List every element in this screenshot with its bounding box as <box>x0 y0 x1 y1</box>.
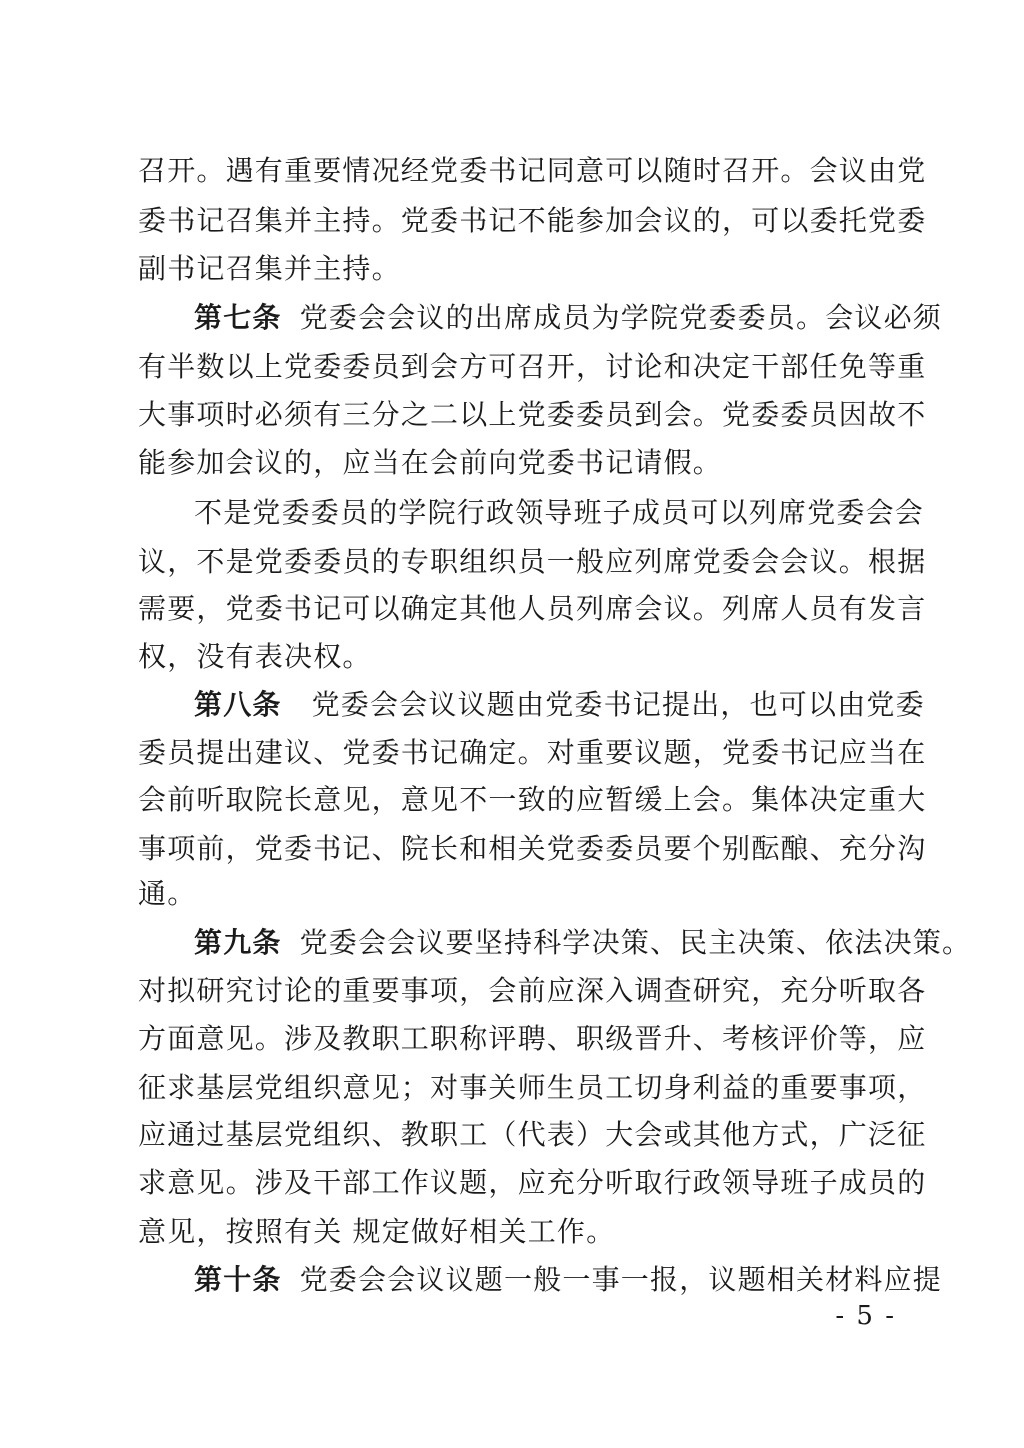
body-line: 党委会会议要坚持科学决策、民主决策、依法决策。 <box>299 926 972 959</box>
body-line: 副书记召集并主持。 <box>138 252 401 285</box>
body-line: 需要，党委书记可以确定其他人员列席会议。列席人员有发言 <box>138 592 927 625</box>
article-10-heading: 第十条 <box>194 1263 282 1296</box>
body-line: 议，不是党委委员的专职组织员一般应列席党委会会议。根据 <box>138 545 927 578</box>
body-line: 党委会会议的出席成员为学院党委委员。会议必须 <box>299 301 943 334</box>
body-line: 通。 <box>138 877 197 910</box>
body-line: 应通过基层党组织、教职工（代表）大会或其他方式，广泛征 <box>138 1118 927 1151</box>
page-number: - 5 - <box>835 1301 896 1331</box>
article-7-heading: 第七条 <box>194 301 282 334</box>
article-8-paragraph <box>194 685 925 725</box>
body-line: 大事项时必须有三分之二以上党委委员到会。党委委员因故不 <box>138 398 927 431</box>
body-line: 方面意见。涉及教职工职称评聘、职级晋升、考核评价等，应 <box>138 1022 927 1055</box>
body-line: 委书记召集并主持。党委书记不能参加会议的，可以委托党委 <box>138 204 927 237</box>
body-line: 事项前，党委书记、院长和相关党委委员要个别酝酿、充分沟 <box>138 832 927 865</box>
body-line: 求意见。涉及干部工作议题，应充分听取行政领导班子成员的 <box>138 1166 927 1199</box>
body-line: 召开。遇有重要情况经党委书记同意可以随时召开。会议由党 <box>138 154 927 187</box>
body-line: 党委会会议议题由党委书记提出，也可以由党委 <box>311 688 925 721</box>
article-9-paragraph <box>194 923 972 963</box>
article-8-heading: 第八条 <box>194 688 282 721</box>
article-9-heading: 第九条 <box>194 926 282 959</box>
body-line: 意见，按照有关 规定做好相关工作。 <box>138 1215 616 1248</box>
body-line: 会前听取院长意见，意见不一致的应暂缓上会。集体决定重大 <box>138 783 927 816</box>
body-line: 党委会会议议题一般一事一报，议题相关材料应提 <box>299 1263 943 1296</box>
body-line: 对拟研究讨论的重要事项，会前应深入调查研究，充分听取各 <box>138 974 927 1007</box>
article-10-paragraph <box>194 1260 943 1300</box>
body-line: 有半数以上党委委员到会方可召开，讨论和决定干部任免等重 <box>138 350 927 383</box>
body-line: 征求基层党组织意见；对事关师生员工切身利益的重要事项， <box>138 1071 927 1104</box>
body-line: 不是党委委员的学院行政领导班子成员可以列席党委会会 <box>194 496 925 529</box>
article-7-paragraph <box>194 298 943 338</box>
body-line: 能参加会议的，应当在会前向党委书记请假。 <box>138 446 723 479</box>
body-line: 委员提出建议、党委书记确定。对重要议题，党委书记应当在 <box>138 736 927 769</box>
body-line: 权，没有表决权。 <box>138 640 372 673</box>
